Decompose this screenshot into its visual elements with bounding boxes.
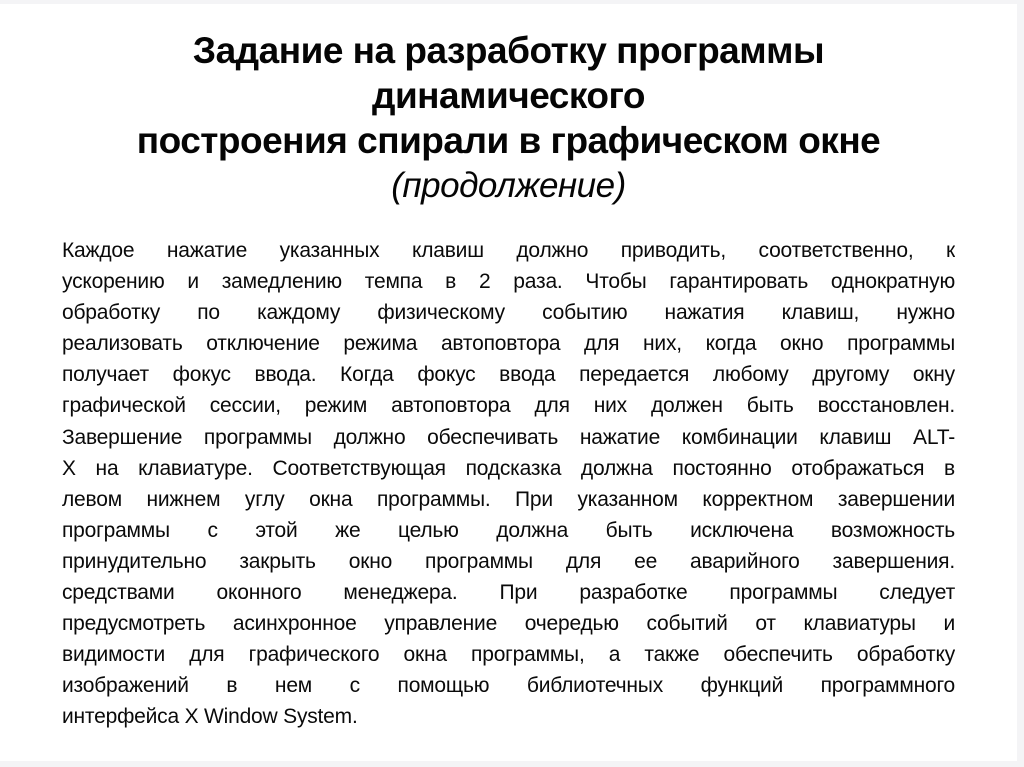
body-line: обработку по каждому физическому событию нажатия клавиш, нужно <box>62 301 955 325</box>
body-line: программы с этой же целью должна быть исключена возможность <box>62 518 955 542</box>
body-line: графической сессии, режим автоповтора для них должен быть восстановлен. <box>62 394 955 418</box>
body-line: реализовать отключение режима автоповтора для них, когда окно программы <box>62 332 955 356</box>
body-line: видимости для графического окна программы, а также обеспечить обработку <box>62 643 955 667</box>
body-line: средствами оконного менеджера. При разработке программы следует <box>62 581 955 605</box>
title-line-1: Задание на разработку программы динамического <box>192 30 825 116</box>
body-line: предусмотреть асинхронное управление очередью событий от клавиатуры и <box>62 612 955 636</box>
body-line-last: интерфейса X Window System. <box>62 705 358 729</box>
body-line: Завершение программы должно обеспечивать нажатие комбинации клавиш ALT- <box>62 425 955 449</box>
body-line: принудительно закрыть окно программы для ее аварийного завершения. <box>62 549 955 573</box>
body-line: X на клавиатуре. Соответствующая подсказка должна постоянно отображаться в <box>62 456 955 480</box>
slide <box>0 4 1017 761</box>
title-line-2: построения спирали в графическом окне <box>136 120 881 161</box>
slide-title <box>62 28 955 208</box>
body-line: ускорению и замедлению темпа в 2 раза. Чтобы гарантировать однократную <box>62 270 955 294</box>
body-line: Каждое нажатие указанных клавиш должно приводить, соответственно, к <box>62 239 955 262</box>
body-line: левом нижнем углу окна программы. При указанном корректном завершении <box>62 487 955 511</box>
body-paragraph <box>62 235 955 733</box>
slide-content <box>0 4 1017 733</box>
body-line: получает фокус ввода. Когда фокус ввода передается любому другому окну <box>62 363 955 387</box>
body-line: изображений в нем с помощью библиотечных функций программного <box>62 674 955 698</box>
title-subtitle: (продолжение) <box>391 166 626 205</box>
